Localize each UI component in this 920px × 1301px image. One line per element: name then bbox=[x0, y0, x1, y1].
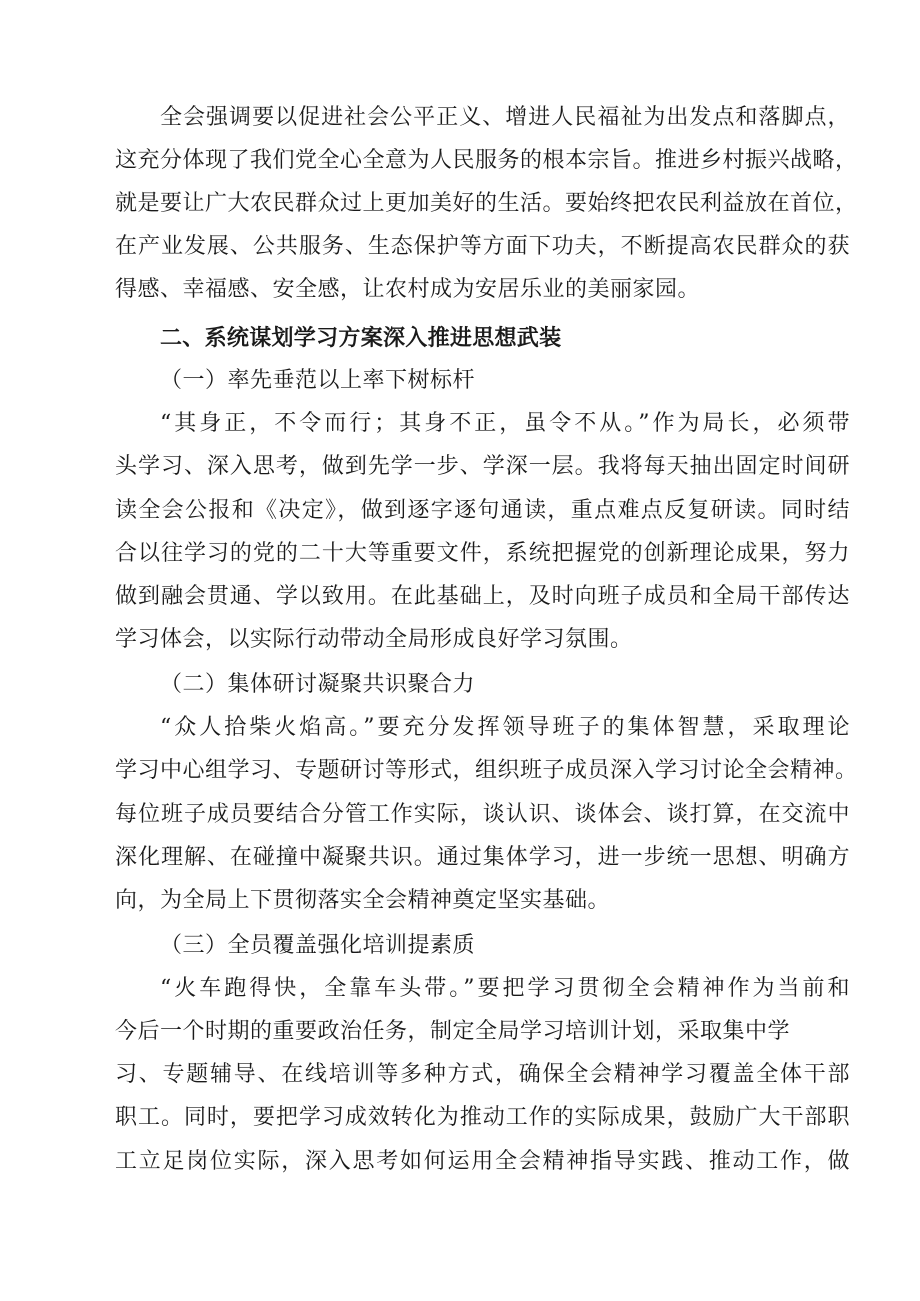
paragraph-line: 学习中心组学习、专题研讨等形式，组织班子成员深入学习讨论全会精神。 bbox=[115, 758, 858, 783]
subsection-heading: （三）全员覆盖强化培训提素质 bbox=[160, 933, 476, 958]
paragraph-line: 习、专题辅导、在线培训等多种方式，确保全会精神学习覆盖全体干部 bbox=[115, 1062, 850, 1087]
paragraph-line: 职工。同时，要把学习成效转化为推动工作的实际成果，鼓励广大干部职 bbox=[115, 1105, 850, 1130]
paragraph-line: “火车跑得快，全靠车头带。”要把学习贯彻全会精神作为当前和 bbox=[160, 976, 850, 1001]
paragraph-line: 在产业发展、公共服务、生态保护等方面下功夫，不断提高农民群众的获 bbox=[115, 234, 850, 259]
paragraph-line: 今后一个时期的重要政治任务，制定全局学习培训计划，采取集中学 bbox=[115, 1019, 791, 1044]
subsection-heading: （一）率先垂范以上率下树标杆 bbox=[160, 368, 476, 393]
subsection-heading: （二）集体研讨凝聚共识聚合力 bbox=[160, 672, 476, 697]
paragraph-line: “众人拾柴火焰高。”要充分发挥领导班子的集体智慧，采取理论 bbox=[160, 715, 850, 740]
paragraph-line: 工立足岗位实际，深入思考如何运用全会精神指导实践、推动工作，做 bbox=[115, 1149, 850, 1174]
paragraph-line: 深化理解、在碰撞中凝聚共识。通过集体学习，进一步统一思想、明确方 bbox=[115, 845, 850, 870]
paragraph-line: 全会强调要以促进社会公平正义、增进人民福祉为出发点和落脚点， bbox=[160, 105, 850, 130]
section-heading: 二、系统谋划学习方案深入推进思想武装 bbox=[160, 326, 562, 351]
paragraph-line: 读全会公报和《决定》，做到逐字逐句通读，重点难点反复研读。同时结 bbox=[115, 498, 850, 523]
paragraph-line: 得感、幸福感、安全感，让农村成为安居乐业的美丽家园。 bbox=[115, 277, 701, 302]
paragraph-line: 合以往学习的党的二十大等重要文件，系统把握党的创新理论成果，努力 bbox=[115, 541, 850, 566]
paragraph-line: 学习体会，以实际行动带动全局形成良好学习氛围。 bbox=[115, 627, 633, 652]
paragraph-line: “其身正，不令而行；其身不正，虽令不从。”作为局长，必须带 bbox=[160, 411, 850, 436]
paragraph-line: 做到融会贯通、学以致用。在此基础上，及时向班子成员和全局干部传达 bbox=[115, 584, 850, 609]
paragraph-line: 这充分体现了我们党全心全意为人民服务的根本宗旨。推进乡村振兴战略， bbox=[115, 148, 858, 173]
paragraph-line: 向，为全局上下贯彻落实全会精神奠定坚实基础。 bbox=[115, 888, 611, 913]
paragraph-line: 就是要让广大农民群众过上更加美好的生活。要始终把农民利益放在首位， bbox=[115, 191, 858, 216]
paragraph-line: 每位班子成员要结合分管工作实际，谈认识、谈体会、谈打算，在交流中 bbox=[115, 802, 850, 827]
paragraph-line: 头学习、深入思考，做到先学一步、学深一层。我将每天抽出固定时间研 bbox=[115, 454, 850, 479]
